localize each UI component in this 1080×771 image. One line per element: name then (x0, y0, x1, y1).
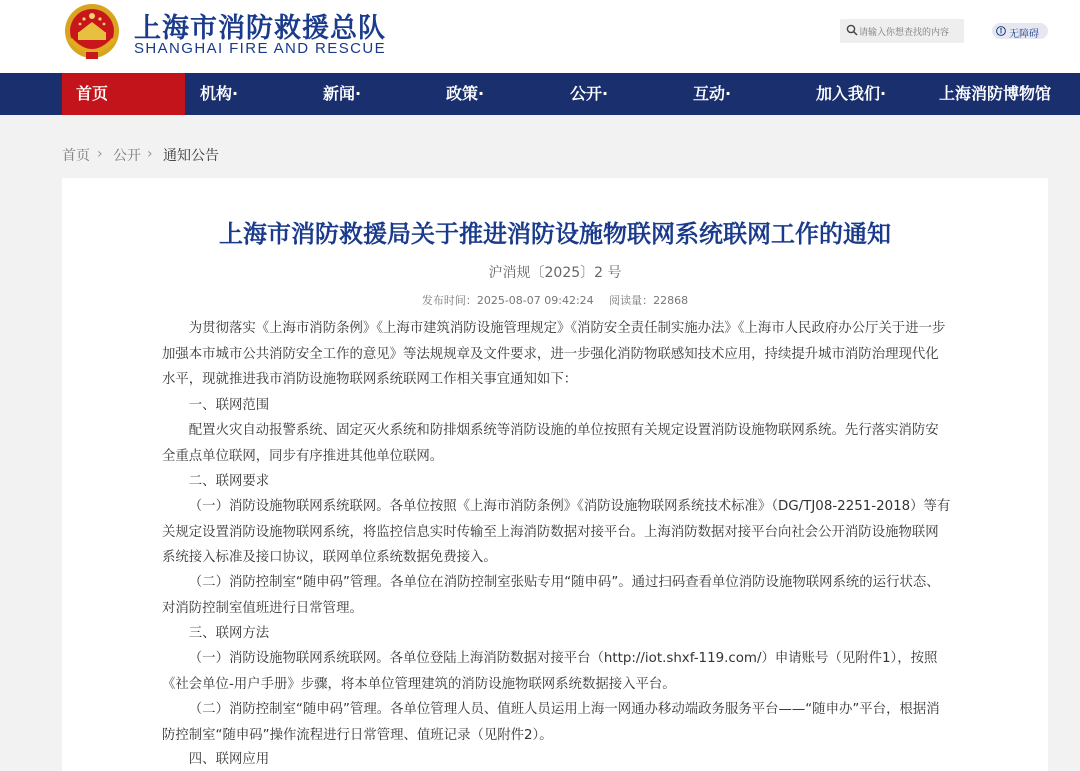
article-title: 上海市消防救援局关于推进消防设施物联网系统联网工作的通知 (219, 220, 891, 248)
accessibility-label: 无障碍 (1009, 29, 1039, 40)
article-paragraph: （一）消防设施物联网系统联网。各单位登陆上海消防数据对接平台（http://iot.shxf-119.com/）申请账号（见附件1），按照《社会单位-用户手册》步骤，将本单位管理建筑的消防设施物联网系统数据接入平台。 (162, 651, 938, 692)
main-nav (0, 73, 1080, 115)
accessibility-button[interactable] (992, 23, 1048, 39)
nav-item-public[interactable]: 公开· (570, 84, 609, 103)
national-emblem-logo[interactable] (62, 2, 122, 64)
site-title-cn: 上海市消防救援总队 (134, 13, 386, 44)
breadcrumb-home[interactable]: 首页 (62, 148, 90, 164)
article-paragraph: （一）消防设施物联网系统联网。各单位按照《上海市消防条例》《消防设施物联网系统技术标准》（DG/TJ08-2251-2018）等有关规定设置消防设施物联网系统，将监控信息实时传输至上海消防数据对接平台。上海消防数据对接平台向社会公开消防设施物联网系统接入标准及接口协议，联网单位系统数据免费接入。 (162, 499, 951, 566)
article-paragraph: （二）消防控制室“随申码”管理。各单位在消防控制室张贴专用“随申码”。通过扫码查看单位消防设施物联网系统的运行状态、对消防控制室值班进行日常管理。 (162, 575, 940, 616)
read-count: 阅读量：22868 (609, 294, 689, 307)
search-icon[interactable] (846, 24, 858, 36)
nav-item-museum[interactable]: 上海消防博物馆 (939, 84, 1052, 103)
breadcrumb-separator: › (97, 146, 103, 162)
search-input[interactable] (840, 19, 964, 43)
section-heading: 三、联网方法 (188, 626, 270, 641)
article-paragraph: 配置火灾自动报警系统、固定灭火系统和防排烟系统等消防设施的单位按照有关规定设置消防设施物联网系统。先行落实消防安全重点单位联网，同步有序推进其他单位联网。 (162, 423, 939, 464)
nav-item-policy[interactable]: 政策· (446, 84, 485, 103)
nav-item-organization[interactable]: 机构· (200, 84, 239, 103)
breadcrumb-separator: › (147, 146, 153, 162)
site-title-en: SHANGHAI FIRE AND RESCUE (134, 40, 386, 57)
nav-item-interaction[interactable]: 互动· (693, 84, 732, 103)
accessibility-icon (996, 26, 1006, 36)
breadcrumb-current: 通知公告 (163, 148, 219, 164)
publish-time: 发布时间：2025-08-07 09:42:24 (421, 294, 594, 307)
document-number: 沪消规〔2025〕2 号 (488, 265, 622, 281)
article-meta (0, 292, 1080, 308)
section-heading: 一、联网范围 (188, 398, 270, 413)
search-placeholder: 请输入你想查找的内容 (859, 28, 950, 38)
section-heading: 二、联网要求 (188, 474, 270, 489)
article-paragraph: （二）消防控制室“随申码”管理。各单位管理人员、值班人员运用上海一网通办移动端政务服务平台——“随申办”平台，根据消防控制室“随申码”操作流程进行日常管理、值班记录（见附件2）。 (162, 702, 940, 743)
section-heading: 四、联网应用 (188, 752, 270, 767)
article-paragraph: 为贯彻落实《上海市消防条例》《上海市建筑消防设施管理规定》《消防安全责任制实施办法》《上海市人民政府办公厅关于进一步加强本市城市公共消防安全工作的意见》等法规规章及文件要求，进一步强化消防物联感知技术应用，持续提升城市消防治理现代化水平，现就推进我市消防设施物联网系统联网工作相关事宜通知如下： (162, 321, 946, 388)
site-header (0, 0, 1080, 73)
breadcrumb-section[interactable]: 公开 (113, 148, 141, 164)
nav-item-news[interactable]: 新闻· (323, 84, 362, 103)
nav-item-home[interactable]: 首页 (62, 73, 185, 115)
nav-item-join-us[interactable]: 加入我们· (816, 84, 887, 103)
